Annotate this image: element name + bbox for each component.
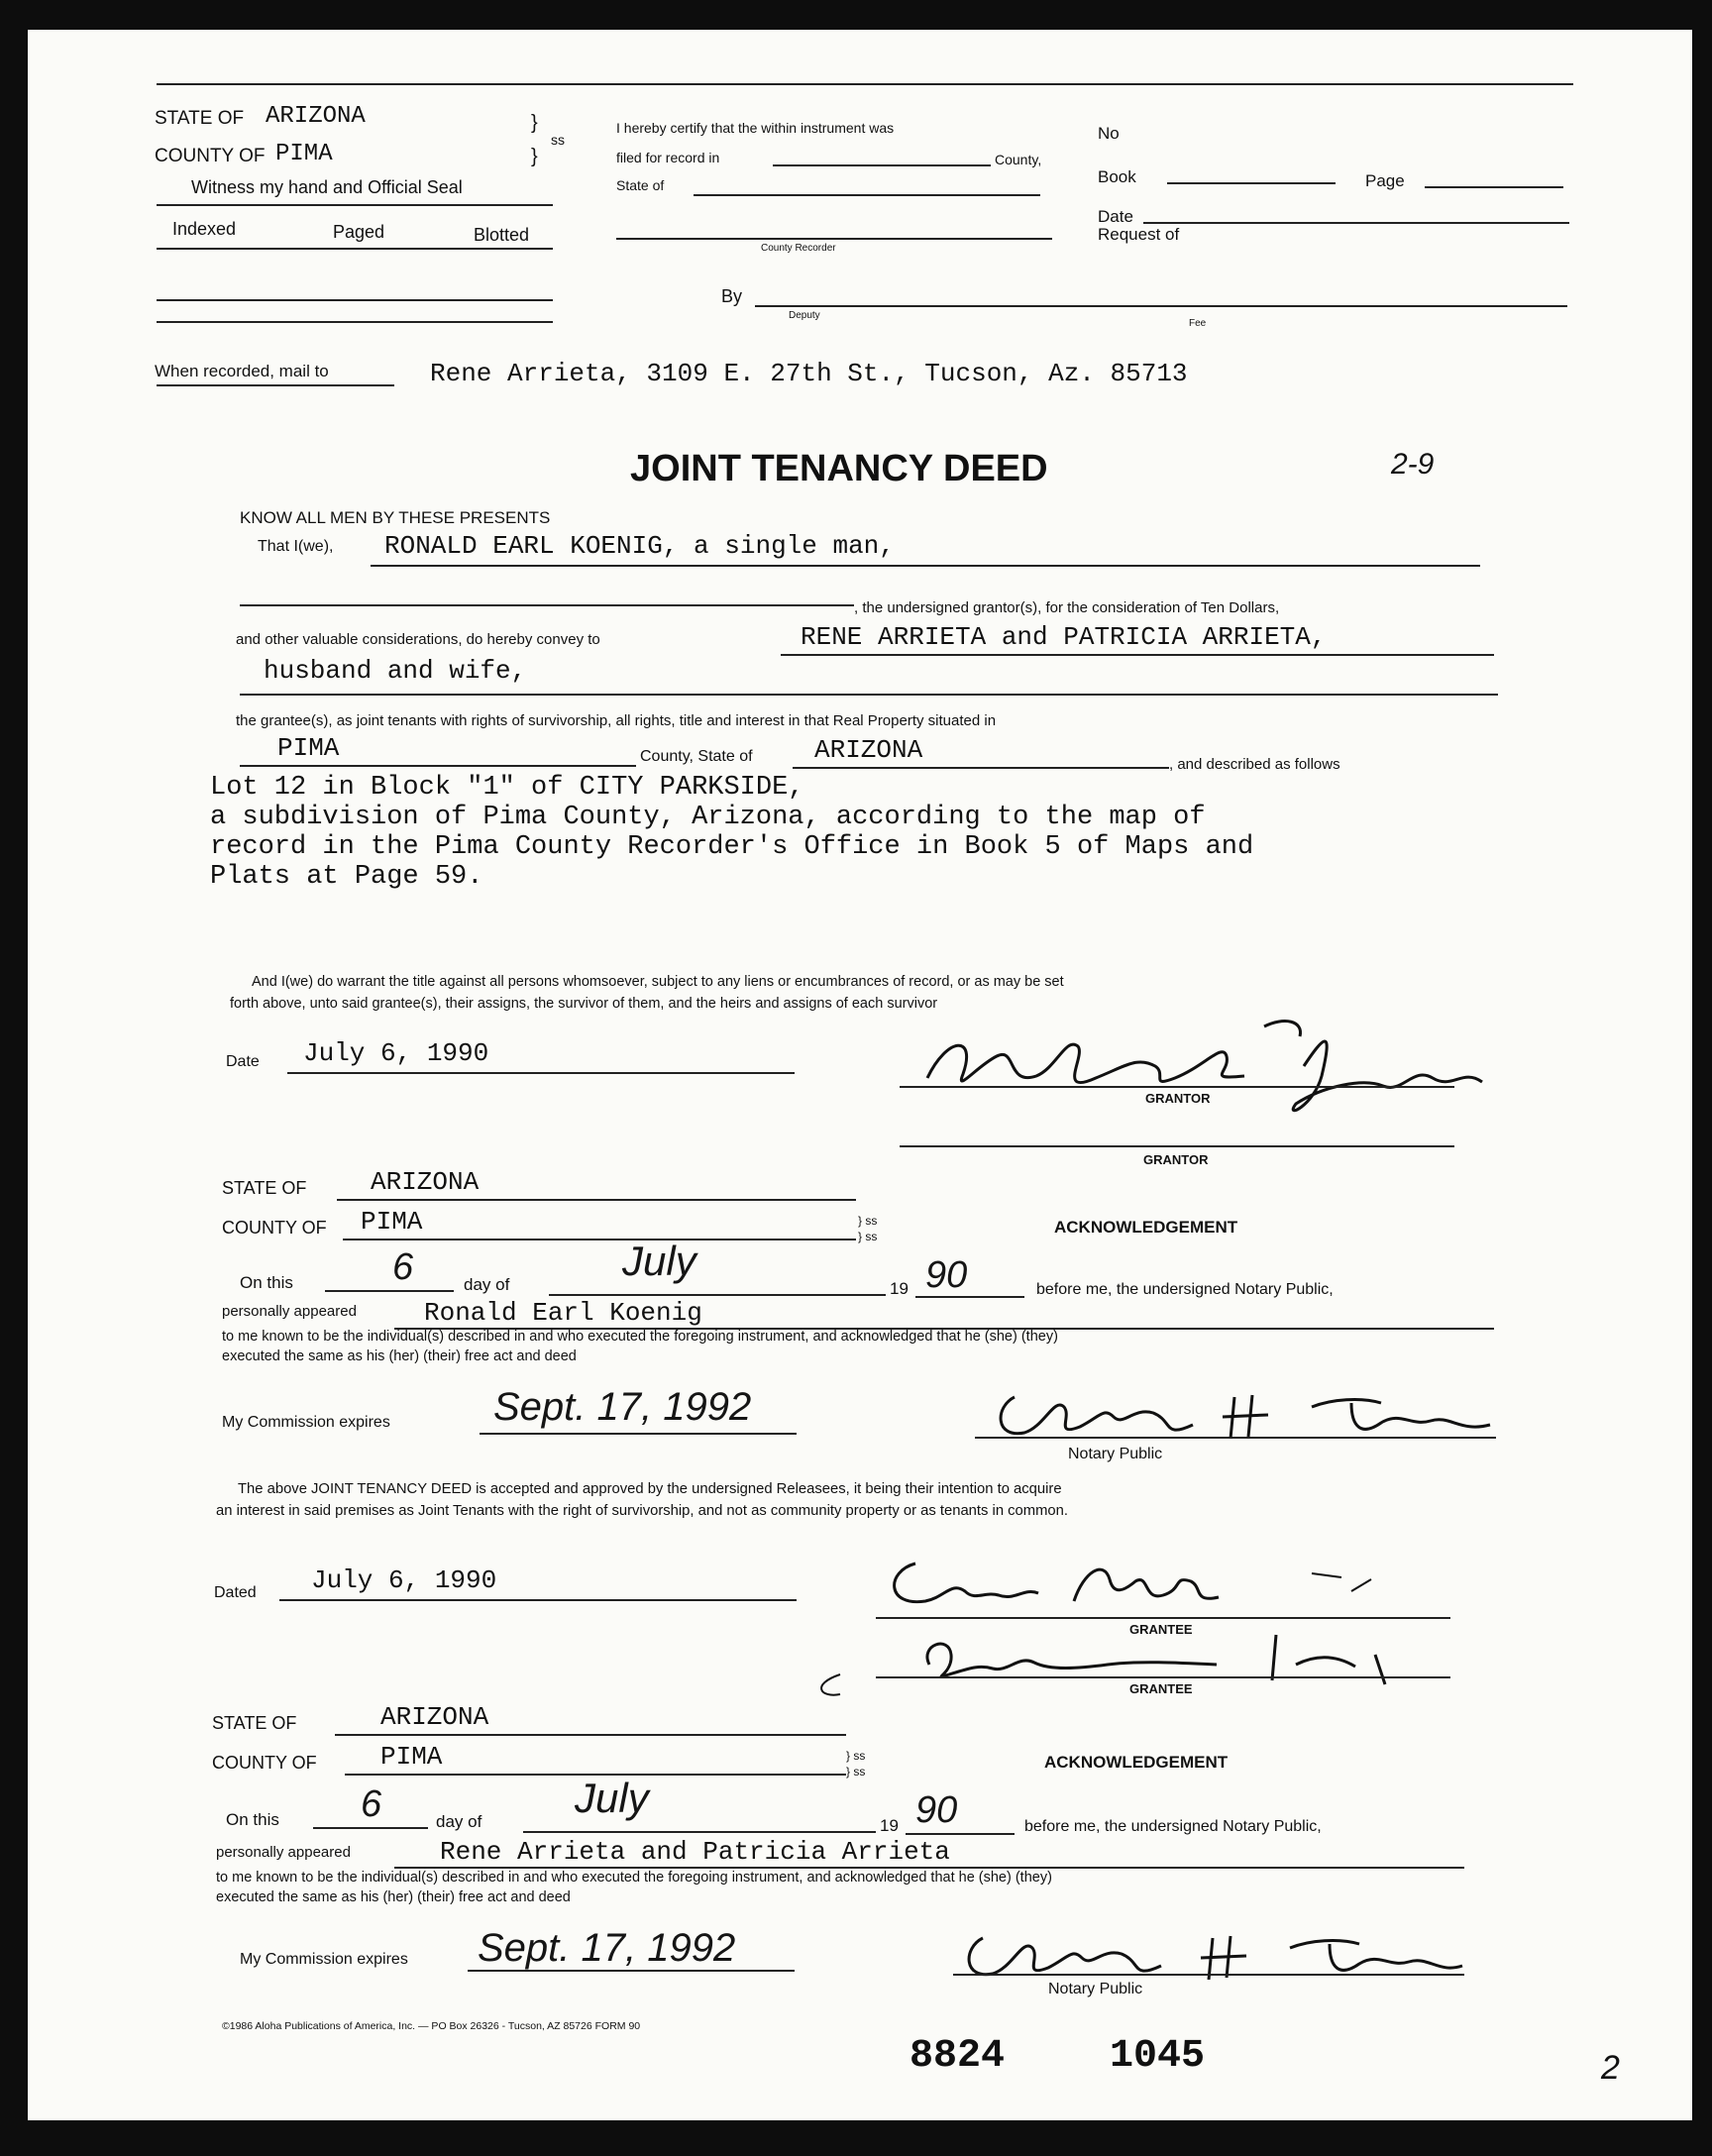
footer-publisher: ©1986 Aloha Publications of America, Inc. — PO Box 26326 - Tucson, AZ 85726 FORM 90 — [222, 2020, 641, 2032]
ack1-executed-line: executed the same as his (her) (their) free act and deed — [222, 1348, 577, 1364]
header-no: No — [1098, 124, 1120, 143]
deed-corner-mark: 2-9 — [1391, 448, 1435, 481]
ack1-county-line — [343, 1239, 856, 1240]
header-county-label: COUNTY OF — [155, 146, 266, 166]
header-when-recorded: When recorded, mail to — [155, 362, 329, 380]
header-mail-to: Rene Arrieta, 3109 E. 27th St., Tucson, Az. 85713 — [430, 359, 1188, 388]
ack1-before-me: before me, the undersigned Notary Public, — [1036, 1281, 1334, 1298]
header-date-line — [1143, 222, 1569, 224]
header-state-of-line — [694, 194, 1040, 196]
header-paged: Paged — [333, 222, 385, 242]
ack2-month-line — [523, 1831, 876, 1833]
ack1-commission-hand: Sept. 17, 1992 — [493, 1385, 752, 1429]
grantor-signature — [908, 1017, 1502, 1131]
grantee-label-1: GRANTEE — [1129, 1622, 1193, 1637]
deed-warrant-1: And I(we) do warrant the title against all persons whomsoever, subject to any liens or encumbrances of record, or as may be set — [252, 974, 1064, 990]
ack1-notary-signature — [985, 1377, 1500, 1461]
grantor-label-1: GRANTOR — [1145, 1091, 1211, 1106]
deed-described-as: , and described as follows — [1169, 756, 1340, 773]
ack1-month-hand: July — [622, 1238, 696, 1284]
deed-other-valuable: and other valuable considerations, do hereby convey to — [236, 631, 600, 648]
grantee-label-2: GRANTEE — [1129, 1681, 1193, 1696]
acceptance-dated-label: Dated — [214, 1584, 257, 1601]
deed-grantees-line-2 — [240, 694, 1498, 696]
ack1-ss-2: } ss — [858, 1230, 878, 1243]
ack1-commission-line — [480, 1433, 797, 1435]
ack2-year-line — [906, 1833, 1015, 1835]
ack1-known-line: to me known to be the individual(s) described in and who executed the foregoing instrument, and acknowledged that he (she) (they) — [222, 1329, 1058, 1345]
ack2-state-line — [335, 1734, 846, 1736]
footer-page-no: 1045 — [1110, 2034, 1206, 2079]
deed-that-iwe: That I(we), — [258, 538, 334, 555]
legal-description-line: a subdivision of Pima County, Arizona, according to the map of — [210, 803, 1206, 832]
header-rule-3 — [157, 299, 553, 301]
ack2-day-of: day of — [436, 1812, 482, 1831]
acceptance-line-1: The above JOINT TENANCY DEED is accepted and approved by the undersigned Releasees, it being their intention to acquire — [238, 1481, 1062, 1497]
ack1-county-typed: PIMA — [361, 1207, 423, 1237]
ack2-month-hand: July — [575, 1775, 649, 1821]
ack1-year-hand: 90 — [925, 1254, 968, 1296]
ack2-executed-line: executed the same as his (her) (their) free act and deed — [216, 1889, 571, 1905]
header-state-value: ARIZONA — [266, 103, 366, 130]
acceptance-dated-line — [279, 1599, 797, 1601]
ack1-month-line — [549, 1294, 886, 1296]
ack1-county-label: COUNTY OF — [222, 1218, 327, 1238]
legal-description-line: Plats at Page 59. — [210, 862, 483, 892]
deed-page — [28, 30, 1692, 2120]
ack2-county-label: COUNTY OF — [212, 1753, 317, 1773]
deed-know-all: KNOW ALL MEN BY THESE PRESENTS — [240, 508, 551, 527]
ack2-on-this: On this — [226, 1810, 279, 1829]
header-top-rule — [157, 83, 1573, 85]
deed-state-line — [793, 767, 1169, 769]
header-rule-4 — [157, 321, 553, 323]
deed-grantor-line — [371, 565, 1480, 567]
acceptance-dated-typed: July 6, 1990 — [311, 1565, 497, 1595]
ack2-notary-label: Notary Public — [1048, 1981, 1143, 1997]
ack2-personally-appeared: personally appeared — [216, 1844, 351, 1861]
deed-county-line — [240, 765, 636, 767]
header-by-line — [755, 305, 1567, 307]
header-page-line — [1425, 186, 1563, 188]
ack1-notary-line — [975, 1437, 1496, 1439]
header-county-value: PIMA — [275, 141, 333, 167]
ack1-personally-appeared: personally appeared — [222, 1303, 357, 1320]
ack2-state-label: STATE OF — [212, 1713, 297, 1733]
deed-undersigned: , the undersigned grantor(s), for the consideration of Ten Dollars, — [854, 599, 1280, 616]
header-witness: Witness my hand and Official Seal — [191, 177, 463, 197]
ack1-year-line — [915, 1296, 1024, 1298]
header-state-of: State of — [616, 177, 665, 193]
ack2-title: ACKNOWLEDGEMENT — [1044, 1753, 1229, 1772]
ack2-appeared-typed: Rene Arrieta and Patricia Arrieta — [440, 1837, 950, 1867]
deed-state-typed: ARIZONA — [814, 735, 923, 765]
deed-grantor-typed: RONALD EARL KOENIG, a single man, — [384, 531, 895, 561]
header-blotted: Blotted — [474, 225, 530, 245]
deed-title: JOINT TENANCY DEED — [630, 448, 1048, 489]
ack2-appeared-line — [394, 1867, 1464, 1869]
header-book: Book — [1098, 167, 1136, 186]
footer-docket: 8824 — [910, 2034, 1006, 2079]
ack2-ss-2: } ss — [846, 1765, 866, 1779]
header-request-of: Request of — [1098, 225, 1180, 244]
ack2-day-line — [313, 1827, 428, 1829]
header-brace-1: } — [531, 112, 538, 134]
ack1-day-of: day of — [464, 1275, 510, 1294]
ack2-before-me: before me, the undersigned Notary Public, — [1024, 1818, 1322, 1835]
acceptance-line-2: an interest in said premises as Joint Tenants with the right of survivorship, and not as community property or as tenants in common. — [216, 1503, 1069, 1519]
header-recorder-line — [616, 238, 1052, 240]
deed-date-label: Date — [226, 1053, 260, 1070]
header-deputy: Deputy — [789, 310, 820, 321]
ack2-notary-line — [953, 1974, 1464, 1976]
ack1-day-hand: 6 — [392, 1246, 414, 1288]
ack1-state-typed: ARIZONA — [371, 1167, 480, 1197]
header-by: By — [721, 286, 743, 306]
ack1-notary-label: Notary Public — [1068, 1446, 1163, 1462]
ack1-state-line — [337, 1199, 856, 1201]
legal-description-line: record in the Pima County Recorder's Office in Book 5 of Maps and — [210, 832, 1254, 862]
ack2-ss-1: } ss — [846, 1749, 866, 1763]
ack2-commission-hand: Sept. 17, 1992 — [478, 1926, 736, 1970]
header-county-recorder: County Recorder — [761, 243, 836, 254]
ack2-state-typed: ARIZONA — [380, 1702, 489, 1732]
header-rule-index — [157, 204, 553, 206]
grantor-line-1 — [900, 1086, 1454, 1088]
ack2-county-typed: PIMA — [380, 1742, 443, 1772]
header-certify: I hereby certify that the within instrument was — [616, 120, 895, 136]
ack2-notary-signature — [953, 1918, 1468, 2002]
ack1-day-line — [325, 1290, 454, 1292]
grantee-1-signature — [876, 1552, 1411, 1626]
grantee-line-2 — [876, 1676, 1450, 1678]
deed-date-typed: July 6, 1990 — [303, 1038, 489, 1068]
header-county-word: County, — [995, 152, 1042, 167]
ack2-day-hand: 6 — [361, 1783, 382, 1825]
header-rule-2 — [157, 248, 553, 250]
header-ss: ss — [551, 132, 565, 148]
ack1-year-prefix: 19 — [890, 1279, 909, 1298]
ack2-year-hand: 90 — [915, 1789, 958, 1831]
deed-grantees-typed-1: RENE ARRIETA and PATRICIA ARRIETA, — [801, 622, 1327, 652]
ack1-title: ACKNOWLEDGEMENT — [1054, 1218, 1238, 1237]
ack1-appeared-typed: Ronald Earl Koenig — [424, 1298, 702, 1328]
grantee-line-1 — [876, 1617, 1450, 1619]
deed-date-line — [287, 1072, 795, 1074]
legal-description-line: Lot 12 in Block "1" of CITY PARKSIDE, — [210, 773, 804, 803]
grantor-label-2: GRANTOR — [1143, 1152, 1209, 1167]
ack2-commission-line — [468, 1970, 795, 1972]
deed-grantees-typed-2: husband and wife, — [264, 656, 527, 686]
ack1-state-label: STATE OF — [222, 1178, 307, 1198]
deed-grantor-line-2 — [240, 604, 854, 606]
ack1-ss-1: } ss — [858, 1214, 878, 1228]
header-book-line — [1167, 182, 1336, 184]
ack1-on-this: On this — [240, 1273, 293, 1292]
header-state-label: STATE OF — [155, 108, 245, 129]
deed-warrant-2: forth above, unto said grantee(s), their assigns, the survivor of them, and the heirs and assigns of each survivor — [230, 996, 938, 1012]
deed-grantees-line-1 — [781, 654, 1494, 656]
ack1-commission-label: My Commission expires — [222, 1414, 390, 1431]
ack2-year-prefix: 19 — [880, 1816, 899, 1835]
deed-county-typed: PIMA — [277, 733, 340, 763]
header-fee: Fee — [1189, 318, 1207, 329]
header-page: Page — [1365, 171, 1405, 190]
header-indexed: Indexed — [172, 219, 237, 239]
footer-corner-mark: 2 — [1601, 2049, 1620, 2087]
ack2-commission-label: My Commission expires — [240, 1951, 408, 1968]
deed-county-state-label: County, State of — [640, 748, 753, 765]
deed-grantees-clause: the grantee(s), as joint tenants with rights of survivorship, all rights, title and interest in that Real Property situated in — [236, 712, 997, 729]
header-when-recorded-line — [157, 384, 394, 386]
grantor-line-2 — [900, 1145, 1454, 1147]
header-brace-2: } — [531, 146, 538, 167]
header-filed-for-record: filed for record in — [616, 150, 720, 165]
grantee-2-signature — [781, 1622, 1474, 1719]
ack2-known-line: to me known to be the individual(s) described in and who executed the foregoing instrument, and acknowledged that he (she) (they) — [216, 1870, 1052, 1886]
header-filed-county-line — [773, 164, 991, 166]
header-date: Date — [1098, 207, 1133, 226]
